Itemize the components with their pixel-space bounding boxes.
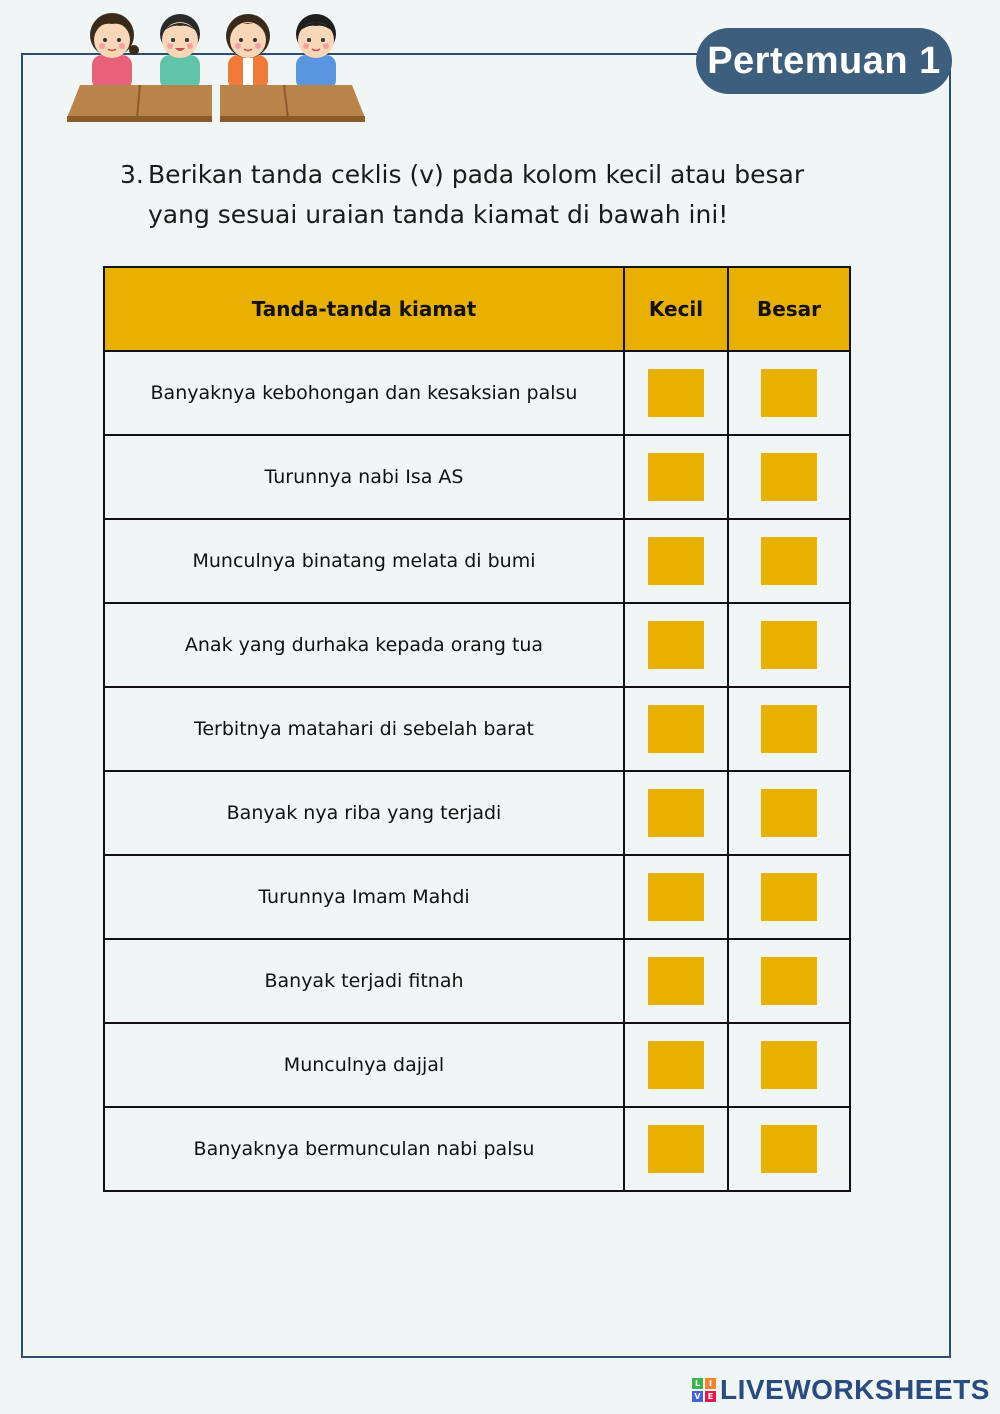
child-3	[226, 14, 270, 90]
table-row	[104, 687, 850, 771]
kecil-checkbox[interactable]	[648, 789, 704, 837]
row-label: Turunnya nabi Isa AS	[104, 435, 624, 519]
kecil-checkbox[interactable]	[648, 453, 704, 501]
besar-cell	[728, 603, 850, 687]
question-line-2: yang sesuai uraian tanda kiamat di bawah ini!	[148, 200, 729, 229]
besar-checkbox[interactable]	[761, 621, 817, 669]
children-at-desks-icon	[62, 0, 372, 125]
besar-checkbox[interactable]	[761, 537, 817, 585]
row-label: Banyak nya riba yang terjadi	[104, 771, 624, 855]
besar-checkbox[interactable]	[761, 705, 817, 753]
table-header-row	[104, 267, 850, 351]
table-row	[104, 519, 850, 603]
logo-letter: V	[692, 1391, 703, 1402]
besar-checkbox[interactable]	[761, 789, 817, 837]
table-row	[104, 1107, 850, 1191]
child-2	[160, 14, 200, 90]
kecil-cell	[624, 603, 728, 687]
kecil-checkbox[interactable]	[648, 1041, 704, 1089]
besar-checkbox[interactable]	[761, 873, 817, 921]
kecil-cell	[624, 519, 728, 603]
row-label: Terbitnya matahari di sebelah barat	[104, 687, 624, 771]
liveworksheets-logo[interactable]	[692, 1374, 990, 1406]
header-besar: Besar	[728, 267, 850, 351]
besar-cell	[728, 1107, 850, 1191]
table-row	[104, 435, 850, 519]
liveworksheets-logo-icon	[692, 1378, 716, 1402]
besar-cell	[728, 855, 850, 939]
kecil-cell	[624, 771, 728, 855]
kecil-checkbox[interactable]	[648, 621, 704, 669]
kecil-cell	[624, 1023, 728, 1107]
question-text	[120, 155, 880, 235]
question-number: 3.	[120, 160, 144, 189]
table-row	[104, 855, 850, 939]
child-1	[90, 13, 139, 90]
logo-letter: I	[705, 1378, 716, 1389]
logo-letter: E	[705, 1391, 716, 1402]
kecil-checkbox[interactable]	[648, 369, 704, 417]
logo-letter: L	[692, 1378, 703, 1389]
child-4	[296, 14, 336, 90]
besar-checkbox[interactable]	[761, 369, 817, 417]
kecil-cell	[624, 939, 728, 1023]
row-label: Munculnya binatang melata di bumi	[104, 519, 624, 603]
kecil-checkbox[interactable]	[648, 537, 704, 585]
row-label: Banyak terjadi fitnah	[104, 939, 624, 1023]
row-label: Banyaknya bermunculan nabi palsu	[104, 1107, 624, 1191]
kecil-checkbox[interactable]	[648, 873, 704, 921]
signs-table	[103, 266, 851, 1192]
kecil-checkbox[interactable]	[648, 1125, 704, 1173]
row-label: Munculnya dajjal	[104, 1023, 624, 1107]
header-kecil: Kecil	[624, 267, 728, 351]
besar-checkbox[interactable]	[761, 1125, 817, 1173]
kecil-cell	[624, 435, 728, 519]
row-label: Turunnya Imam Mahdi	[104, 855, 624, 939]
brand-name: LIVEWORKSHEETS	[720, 1374, 990, 1405]
children-illustration	[62, 0, 372, 129]
besar-cell	[728, 771, 850, 855]
kecil-cell	[624, 855, 728, 939]
besar-checkbox[interactable]	[761, 453, 817, 501]
besar-cell	[728, 351, 850, 435]
besar-checkbox[interactable]	[761, 957, 817, 1005]
table-row	[104, 771, 850, 855]
header-signs: Tanda-tanda kiamat	[104, 267, 624, 351]
desks	[67, 85, 365, 122]
kecil-cell	[624, 351, 728, 435]
besar-cell	[728, 519, 850, 603]
kecil-cell	[624, 687, 728, 771]
besar-cell	[728, 939, 850, 1023]
row-label: Banyaknya kebohongan dan kesaksian palsu	[104, 351, 624, 435]
table-row	[104, 1023, 850, 1107]
table-row	[104, 603, 850, 687]
session-badge: Pertemuan 1	[696, 28, 952, 94]
question-line-1: Berikan tanda ceklis (v) pada kolom kecil atau besar	[148, 160, 805, 189]
row-label: Anak yang durhaka kepada orang tua	[104, 603, 624, 687]
table-row	[104, 939, 850, 1023]
kecil-checkbox[interactable]	[648, 705, 704, 753]
kecil-cell	[624, 1107, 728, 1191]
besar-checkbox[interactable]	[761, 1041, 817, 1089]
besar-cell	[728, 1023, 850, 1107]
besar-cell	[728, 687, 850, 771]
besar-cell	[728, 435, 850, 519]
table-row	[104, 351, 850, 435]
kecil-checkbox[interactable]	[648, 957, 704, 1005]
